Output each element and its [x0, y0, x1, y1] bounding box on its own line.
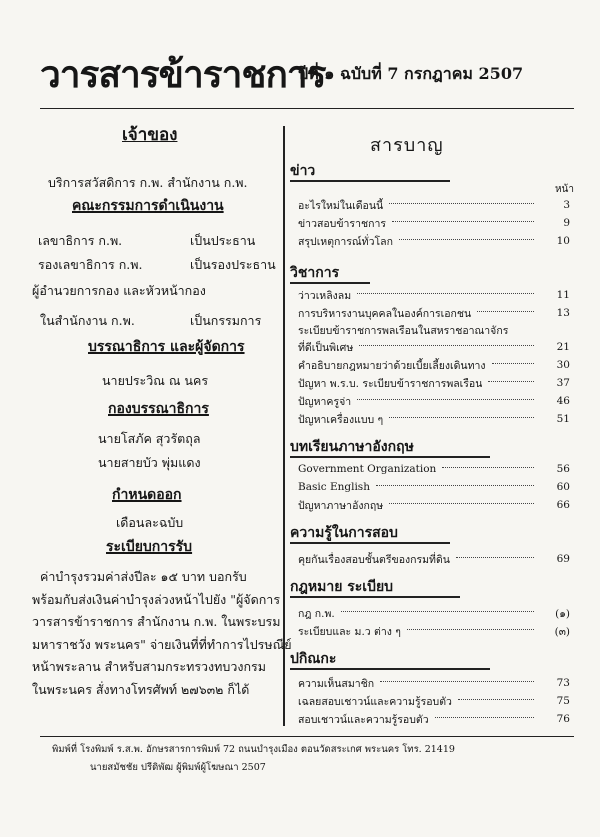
toc-entry-title: Basic English	[298, 481, 370, 493]
toc-entry-page: 69	[556, 553, 570, 565]
toc-entry[interactable]	[298, 674, 570, 692]
section-rule	[290, 596, 460, 598]
rules-line: หน้าพระลาน สำหรับสามกระทรวงทบวงกรม	[32, 659, 266, 674]
toc-entry-page: 51	[556, 413, 570, 425]
toc-entry[interactable]	[298, 304, 570, 322]
toc-entry-page: 60	[556, 481, 570, 493]
committee-member-name: ในสำนักงาน ก.พ.	[40, 313, 135, 328]
board-heading: กองบรรณาธิการ	[108, 401, 209, 417]
committee-heading: คณะกรรมการดำเนินงาน	[72, 198, 224, 214]
leader-dots	[407, 629, 534, 630]
toc-entry[interactable]	[298, 410, 570, 428]
toc-entry[interactable]	[298, 478, 570, 496]
toc-entry[interactable]	[298, 214, 570, 232]
editor-name: นายประวิณ ณ นคร	[102, 373, 209, 388]
toc-entry-title: ระเบียบและ ม.ว ต่าง ๆ	[298, 625, 401, 638]
toc-entry-title: ปัญหาเครื่องแบบ ๆ	[298, 413, 384, 426]
committee-member-name: ผู้อำนวยการกอง และหัวหน้ากอง	[32, 283, 206, 298]
toc-entry[interactable]	[298, 460, 570, 478]
header-rule	[40, 108, 574, 109]
toc-entry-page: 75	[556, 695, 570, 707]
toc-entry-page: (๓)	[554, 625, 570, 638]
board-member: นายสายบัว พุ่มแดง	[98, 455, 201, 470]
toc-entry-page: 10	[556, 235, 570, 247]
committee-member-role: เป็นกรรมการ	[190, 313, 262, 328]
toc-entry-page: 21	[556, 341, 570, 353]
toc-section-heading: ข่าว	[290, 163, 316, 179]
toc-section-heading: ปกิณกะ	[290, 651, 337, 667]
toc-entry[interactable]	[298, 338, 570, 356]
committee-member-name: เลขาธิการ ก.พ.	[38, 233, 123, 248]
toc-section-heading: วิชาการ	[290, 265, 340, 281]
leader-dots	[435, 717, 534, 718]
leader-dots	[458, 699, 534, 700]
toc-entry-title: คำอธิบายกฎหมายว่าด้วยเบี้ยเลี้ยงเดินทาง	[298, 359, 486, 372]
toc-entry-title: สอบเชาวน์และความรู้รอบตัว	[298, 713, 429, 726]
subscription-rules	[32, 566, 292, 701]
committee-member-role: เป็นรองประธาน	[190, 257, 276, 272]
leader-dots	[357, 293, 534, 294]
leader-dots	[376, 485, 534, 486]
masthead	[40, 52, 580, 102]
leader-dots	[488, 381, 534, 382]
toc-entry-page: 30	[556, 359, 570, 371]
section-rule	[290, 282, 370, 284]
toc-entry[interactable]	[298, 622, 570, 640]
toc-entry-title: คุยกันเรื่องสอบชั้นตรีของกรมที่ดิน	[298, 553, 450, 566]
toc-entry-title: ที่ดีเป็นพิเศษ	[298, 341, 354, 354]
rules-line: ในพระนคร สั่งทางโทรศัพท์ ๒๗๖๓๒ ก็ได้	[32, 681, 250, 697]
toc-entry-page: 66	[556, 499, 570, 511]
committee-member-role: เป็นประธาน	[190, 233, 256, 248]
rules-line: มหาราชวัง พระนคร" จ่ายเงินที่ที่ทำการไปรษณีย์	[32, 636, 292, 652]
toc-entry[interactable]	[298, 392, 570, 410]
toc-entry-title: ปัญหา พ.ร.บ. ระเบียบข้าราชการพลเรือน	[298, 377, 483, 390]
toc-title: สารบาญ	[370, 135, 444, 156]
toc-entry-title: สรุปเหตุการณ์ทั่วโลก	[298, 235, 393, 248]
toc-entry[interactable]	[298, 692, 570, 710]
leader-dots	[442, 467, 534, 468]
toc-entry-page: 3	[563, 199, 570, 211]
toc-entry[interactable]	[298, 196, 570, 214]
toc-entry-page: 11	[556, 289, 570, 301]
toc-entry[interactable]	[298, 710, 570, 728]
schedule-text: เดือนละฉบับ	[116, 515, 184, 530]
toc-entry-page: 73	[556, 677, 570, 689]
toc-section-heading: กฎหมาย ระเบียบ	[290, 579, 394, 595]
leader-dots	[389, 203, 534, 204]
section-rule	[290, 456, 490, 458]
page-column-label: หน้า	[554, 184, 574, 195]
section-rule	[290, 180, 450, 182]
rules-line: พร้อมกับส่งเงินค่าบำรุงล่วงหน้าไปยัง "ผู้จัดการ	[32, 591, 281, 607]
leader-dots	[357, 399, 534, 400]
issue-info: ปีที่ ๑ ฉบับที่ 7 กรกฎาคม 2507	[298, 64, 524, 83]
leader-dots	[392, 221, 534, 222]
leader-dots	[456, 557, 534, 558]
toc-entry[interactable]	[298, 496, 570, 514]
toc-entry[interactable]	[298, 232, 570, 250]
committee-member-name: รองเลขาธิการ ก.พ.	[38, 257, 143, 272]
rules-heading: ระเบียบการรับ	[106, 539, 193, 555]
toc-entry-title: ความเห็นสมาชิก	[298, 677, 375, 690]
journal-title: วารสารข้าราชการ	[40, 52, 326, 96]
toc-entry-title: เฉลยสอบเชาวน์และความรู้รอบตัว	[298, 695, 452, 708]
editor-heading: บรรณาธิการ และผู้จัดการ	[88, 339, 245, 355]
section-rule	[290, 542, 450, 544]
toc-section-heading: บทเรียนภาษาอังกฤษ	[290, 439, 414, 455]
rules-line: ค่าบำรุงรวมค่าส่งปีละ ๑๕ บาท บอกรับ	[40, 569, 247, 584]
toc-entry[interactable]	[298, 604, 570, 622]
owner-heading: เจ้าของ	[122, 125, 178, 145]
toc-entry-page: (๑)	[555, 607, 570, 620]
toc-entry[interactable]	[298, 356, 570, 374]
toc-entry-page: 37	[556, 377, 570, 389]
section-rule	[290, 668, 490, 670]
toc-entry-title: ปัญหาครูจ่า	[298, 395, 352, 408]
toc-entry[interactable]	[298, 374, 570, 392]
leader-dots	[389, 417, 534, 418]
leader-dots	[380, 681, 534, 682]
publisher-line: นายสมัชชัย ปรีดิพัฒ ผู้พิมพ์ผู้โฆษณา 2507	[90, 762, 266, 773]
rules-line: วารสารข้าราชการ สำนักงาน ก.พ. ในพระบรม	[32, 614, 281, 629]
owner-text: บริการสวัสดิการ ก.พ. สำนักงาน ก.พ.	[48, 175, 248, 190]
toc-entry-title: กฎ ก.พ.	[298, 607, 335, 620]
leader-dots	[399, 239, 534, 240]
toc-entry-page: 46	[556, 395, 570, 407]
schedule-heading: กำหนดออก	[112, 487, 182, 503]
leader-dots	[492, 363, 534, 364]
toc-section-heading: ความรู้ในการสอบ	[290, 525, 398, 541]
toc-entry[interactable]	[298, 550, 570, 568]
toc-entry-page: 13	[556, 307, 570, 319]
footer-rule	[40, 736, 574, 737]
toc-entry-title: ปัญหาภาษาอังกฤษ	[298, 499, 384, 512]
leader-dots	[359, 345, 534, 346]
toc-entry-title: ว่าวเหลิงลม	[298, 289, 352, 302]
toc-entry-page: 56	[556, 463, 570, 475]
toc-entry-title: อะไรใหม่ในเดือนนี้	[298, 199, 384, 212]
toc-entry-page: 9	[563, 217, 570, 229]
toc-entry-title-continued: ระเบียบข้าราชการพลเรือนในสหราชอาณาจักร	[298, 325, 509, 337]
printer-line: พิมพ์ที่ โรงพิมพ์ ร.ส.พ. อักษรสารการพิมพ์ 72 ถนนบำรุงเมือง ตอนวัดสระเกศ พระนคร โทร. 21419	[52, 744, 455, 755]
leader-dots	[477, 311, 534, 312]
toc-entry-title: Government Organization	[298, 463, 437, 475]
leader-dots	[341, 611, 534, 612]
toc-entry-title: ข่าวสอบข้าราชการ	[298, 217, 386, 230]
leader-dots	[389, 503, 534, 504]
toc-entry[interactable]	[298, 286, 570, 304]
toc-entry-title: การบริหารงานบุคคลในองค์การเอกชน	[298, 307, 472, 320]
toc-entry-page: 76	[556, 713, 570, 725]
board-member: นายโสภัค สุวรัตถุล	[98, 431, 201, 446]
